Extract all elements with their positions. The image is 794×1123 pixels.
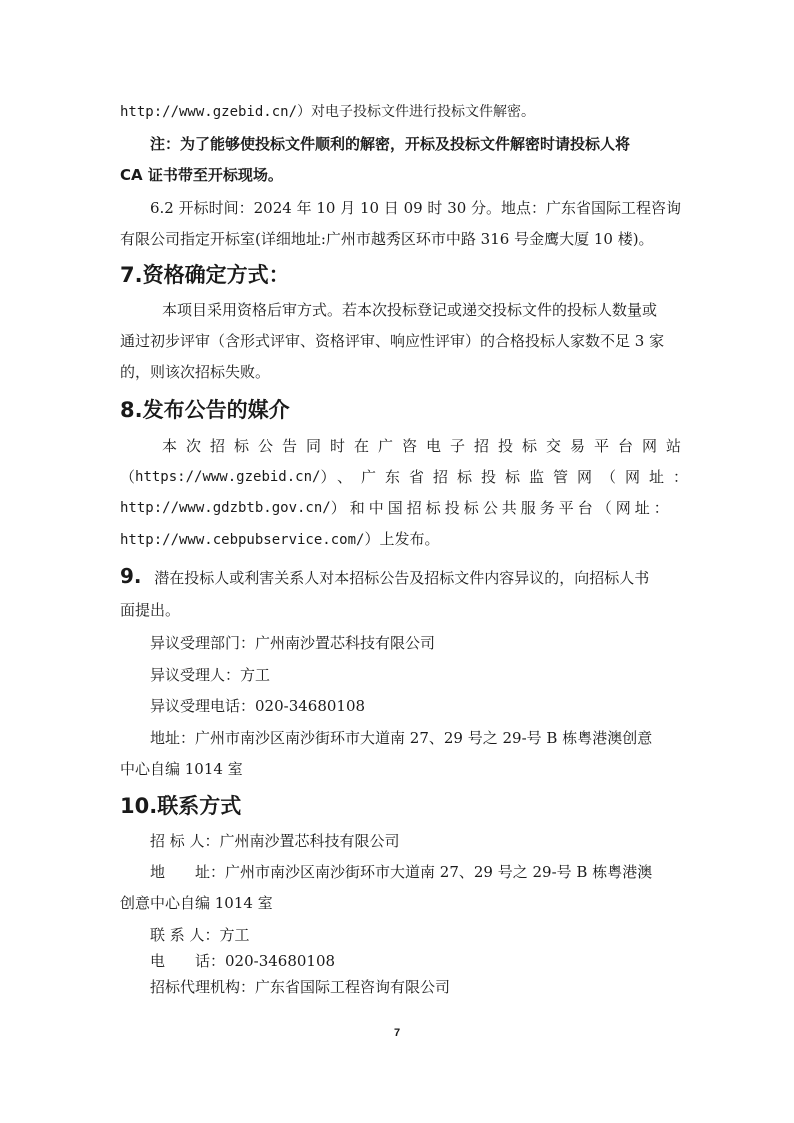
- gzebid-url-link[interactable]: https://www.gzebid.cn/: [135, 469, 321, 485]
- opening-time-line-2: 有限公司指定开标室(详细地址:广州市越秀区环市中路 316 号金鹰大厦 10 楼)。: [120, 230, 654, 248]
- tenderer-label: 招 标 人：: [150, 832, 220, 850]
- tenderer-row: [150, 831, 400, 851]
- section-7-paragraph-line-2: 通过初步评审（含形式评审、资格评审、响应性评审）的合格投标人家数不足 3 家: [120, 332, 665, 350]
- media-line-2-open: （: [120, 468, 136, 486]
- tenderer-value: 广州南沙置芯科技有限公司: [219, 832, 400, 850]
- decrypt-url-line: http://www.gzebid.cn/）对电子投标文件进行投标文件解密。: [120, 104, 536, 120]
- objection-person: 异议受理人：方工: [150, 666, 271, 684]
- section-7-paragraph-line-3: 的，则该次招标失败。: [120, 363, 271, 381]
- media-line-2-text: ）、广东省招标投标监管网（网址：: [320, 468, 697, 486]
- address-value-line-2: 创意中心自编 1014 室: [120, 894, 273, 912]
- section-7-paragraph-line-1: 本项目采用资格后审方式。若本次投标登记或递交投标文件的投标人数量或: [162, 301, 658, 319]
- media-line-2: [120, 467, 697, 487]
- objection-department: 异议受理部门：广州南沙置芯科技有限公司: [150, 634, 436, 652]
- section-9-line-1: [120, 566, 649, 588]
- media-line-3: [120, 498, 672, 518]
- contact-label: 联 系 人：: [150, 926, 220, 944]
- agency-row: [150, 977, 450, 997]
- media-line-3-text: ）和中国招标投标公共服务平台（网址：: [330, 499, 673, 517]
- objection-address-line-2: 中心自编 1014 室: [120, 760, 243, 778]
- page-number: 7: [393, 1027, 401, 1039]
- phone-row: [150, 951, 335, 971]
- media-line-1: 本次招标公告同时在广咨电子招投标交易平台网站: [162, 437, 691, 455]
- ca-note-line-2: CA 证书带至开标现场。: [120, 166, 283, 184]
- agency-value: 广东省国际工程咨询有限公司: [255, 978, 451, 996]
- objection-address-line-1: 地址：广州市南沙区南沙街环市大道南 27、29 号之 29-号 B 栋粤港澳创意: [150, 729, 653, 747]
- phone-value: 020-34680108: [225, 952, 336, 970]
- agency-label: 招标代理机构：: [150, 978, 256, 996]
- section-10-heading: 10.联系方式: [120, 794, 242, 818]
- cebpubservice-url-link[interactable]: http://www.cebpubservice.com/: [120, 532, 365, 548]
- section-8-heading: 8.发布公告的媒介: [120, 398, 290, 422]
- contact-row: [150, 925, 250, 945]
- section-9-text: 潜在投标人或利害关系人对本招标公告及招标文件内容异议的，向招标人书: [154, 569, 650, 587]
- address-label: 地 址：: [150, 863, 226, 881]
- phone-label: 电 话：: [150, 952, 226, 970]
- section-9-number: 9.: [120, 564, 142, 588]
- section-9-line-2: 面提出。: [120, 601, 181, 619]
- address-row: [150, 862, 652, 882]
- address-value-line-1: 广州市南沙区南沙街环市大道南 27、29 号之 29-号 B 栋粤港澳: [225, 863, 653, 881]
- media-line-4-text: ）上发布。: [364, 530, 440, 548]
- opening-time-line-1: 6.2 开标时间：2024 年 10 月 10 日 09 时 30 分。地点：广东省国际工程咨询: [150, 199, 682, 217]
- gdzbtb-url-link[interactable]: http://www.gdzbtb.gov.cn/: [120, 500, 331, 516]
- ca-note-line-1: 注：为了能够使投标文件顺利的解密，开标及投标文件解密时请投标人将: [150, 135, 631, 153]
- section-7-heading: 7.资格确定方式：: [120, 263, 290, 287]
- objection-phone: 异议受理电话：020-34680108: [150, 697, 366, 715]
- media-line-4: [120, 529, 439, 550]
- contact-value: 方工: [219, 926, 250, 944]
